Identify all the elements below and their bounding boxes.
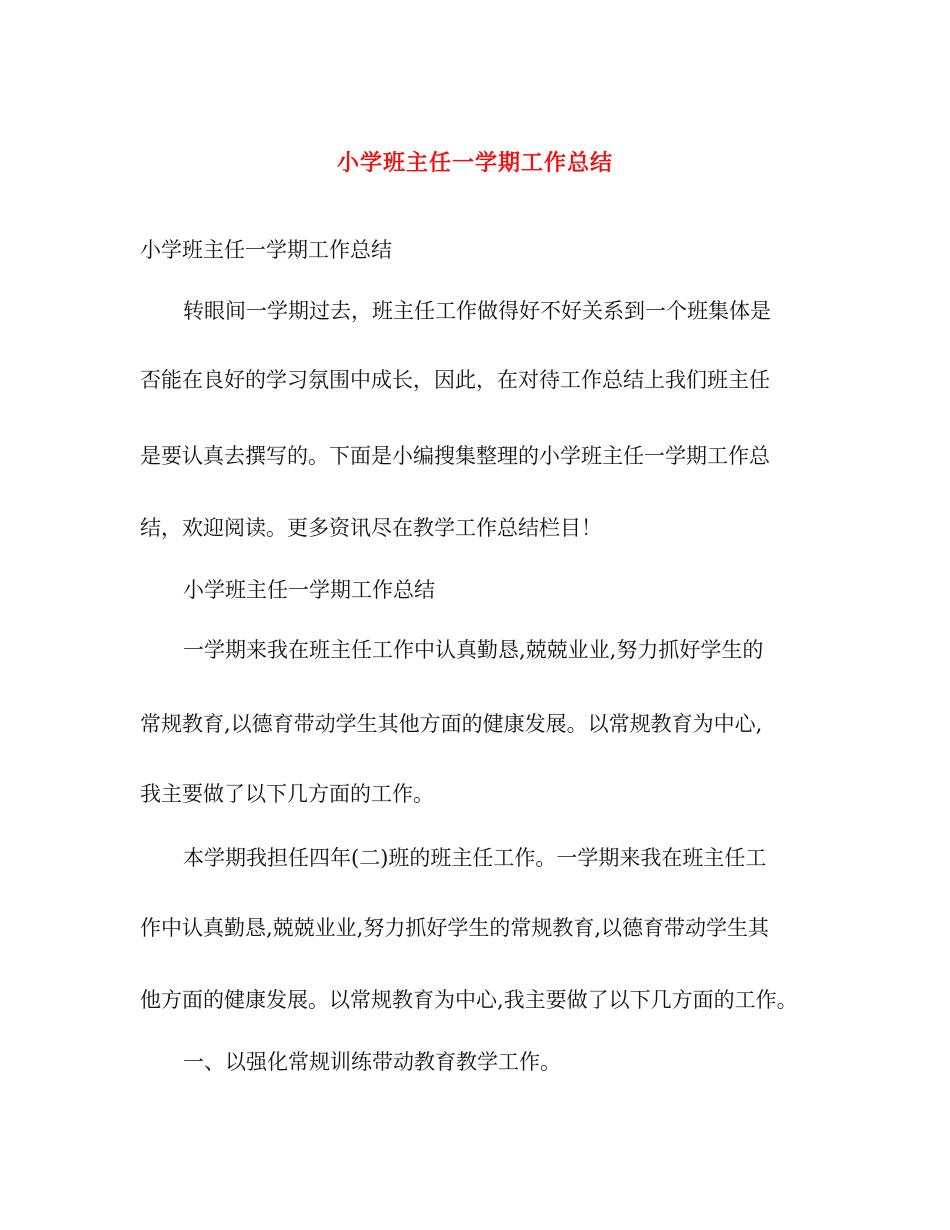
paragraph-line: 结，欢迎阅读。更多资讯尽在教学工作总结栏目！ [140,516,602,540]
paragraph-line: 作中认真勤恳,兢兢业业,努力抓好学生的常规教育,以德育带动学生其 [140,916,770,940]
section-heading: 一、以强化常规训练带动教育教学工作。 [183,1050,561,1074]
section-heading: 小学班主任一学期工作总结 [183,578,435,602]
paragraph-line: 一学期来我在班主任工作中认真勤恳,兢兢业业,努力抓好学生的 [183,638,764,662]
paragraph-line: 转眼间一学期过去，班主任工作做得好不好关系到一个班集体是 [183,299,771,323]
document-title: 小学班主任一学期工作总结 [336,150,613,176]
paragraph-line: 常规教育,以德育带动学生其他方面的健康发展。以常规教育为中心, [140,712,763,736]
paragraph-line: 他方面的健康发展。以常规教育为中心,我主要做了以下几方面的工作。 [140,988,798,1012]
paragraph-line: 我主要做了以下几方面的工作。 [140,782,434,806]
paragraph-line: 是要认真去撰写的。下面是小编搜集整理的小学班主任一学期工作总 [140,444,770,468]
paragraph-line: 否能在良好的学习氛围中成长，因此，在对待工作总结上我们班主任 [140,368,770,392]
paragraph-line: 本学期我担任四年(二)班的班主任工作。一学期来我在班主任工 [183,846,767,870]
document-subtitle: 小学班主任一学期工作总结 [140,238,392,262]
